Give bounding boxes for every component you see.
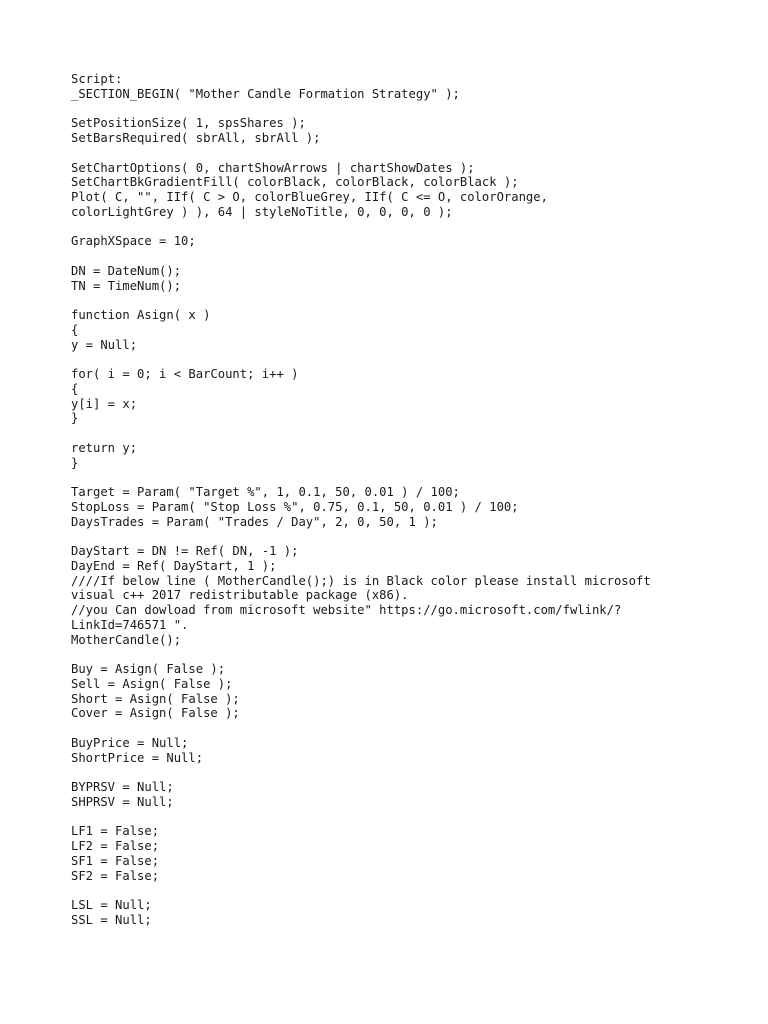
code-line: MotherCandle(); [71,632,182,647]
blank-line [71,293,751,308]
code-line: Sell = Asign( False ); [71,676,233,691]
blank-line [71,146,751,161]
code-line: StopLoss = Param( "Stop Loss %", 0.75, 0.1, 50, 0.01 ) / 100; [71,499,519,514]
blank-line [71,220,751,235]
code-line: SetBarsRequired( sbrAll, sbrAll ); [71,131,321,145]
code-line: y = Null; [71,337,138,352]
code-line: //you Can dowload from microsoft website" https://go.microsoft.com/fwlink/? [71,603,622,617]
code-line: SF2 = False; [71,868,160,883]
code-line: Plot( C, "", IIf( C > O, colorBlueGrey, IIf( C <= O, colorOrange, [71,190,548,204]
code-line: ShortPrice = Null; [71,750,204,765]
blank-line [71,426,751,441]
blank-line [71,765,751,780]
blank-line [71,647,751,662]
code-line: return y; [71,440,138,455]
code-line: Target = Param( "Target %", 1, 0.1, 50, 0.01 ) / 100; [71,485,460,499]
code-line: for( i = 0; i < BarCount; i++ ) [71,367,299,381]
blank-line [71,102,751,117]
code-line: colorLightGrey ) ), 64 | styleNoTitle, 0, 0, 0, 0 ); [71,204,453,219]
code-line: BYPRSV = Null; [71,780,174,794]
blank-line [71,529,751,544]
blank-line [71,810,751,825]
code-line: _SECTION_BEGIN( "Mother Candle Formation Strategy" ); [71,86,460,101]
code-line: { [71,322,79,337]
blank-line [71,249,751,264]
blank-line [71,352,751,367]
code-line: GraphXSpace = 10; [71,234,196,249]
code-line: visual c++ 2017 redistributable package (x86). [71,588,409,603]
code-line: LinkId=746571 ". [71,617,189,632]
blank-line [71,883,751,898]
code-line: TN = TimeNum(); [71,278,182,293]
code-line: function Asign( x ) [71,308,211,322]
code-line: SetChartBkGradientFill( colorBlack, colorBlack, colorBlack ); [71,175,519,190]
code-line: LSL = Null; [71,898,152,912]
code-line: Script: [71,72,123,86]
code-line: DaysTrades = Param( "Trades / Day", 2, 0, 50, 1 ); [71,514,438,529]
code-line: Short = Asign( False ); [71,691,240,706]
code-line: } [71,411,79,426]
code-line: SF1 = False; [71,853,160,868]
code-line: DayStart = DN != Ref( DN, -1 ); [71,544,299,558]
code-line: { [71,381,79,396]
code-line: SetChartOptions( 0, chartShowArrows | chartShowDates ); [71,160,475,175]
code-line: y[i] = x; [71,396,138,411]
code-line: BuyPrice = Null; [71,735,189,750]
code-line: SetPositionSize( 1, spsShares ); [71,116,306,131]
code-line: Cover = Asign( False ); [71,706,240,721]
code-line: SSL = Null; [71,912,152,927]
code-line: Buy = Asign( False ); [71,662,226,676]
code-line: ////If below line ( MotherCandle();) is in Black color please install microsoft [71,573,651,588]
code-line: } [71,455,79,470]
code-document [71,72,751,928]
blank-line [71,470,751,485]
code-line: LF2 = False; [71,839,160,853]
code-line: SHPRSV = Null; [71,794,174,809]
code-line: LF1 = False; [71,824,160,839]
code-line: DayEnd = Ref( DayStart, 1 ); [71,558,277,573]
code-line: DN = DateNum(); [71,263,182,278]
blank-line [71,721,751,736]
